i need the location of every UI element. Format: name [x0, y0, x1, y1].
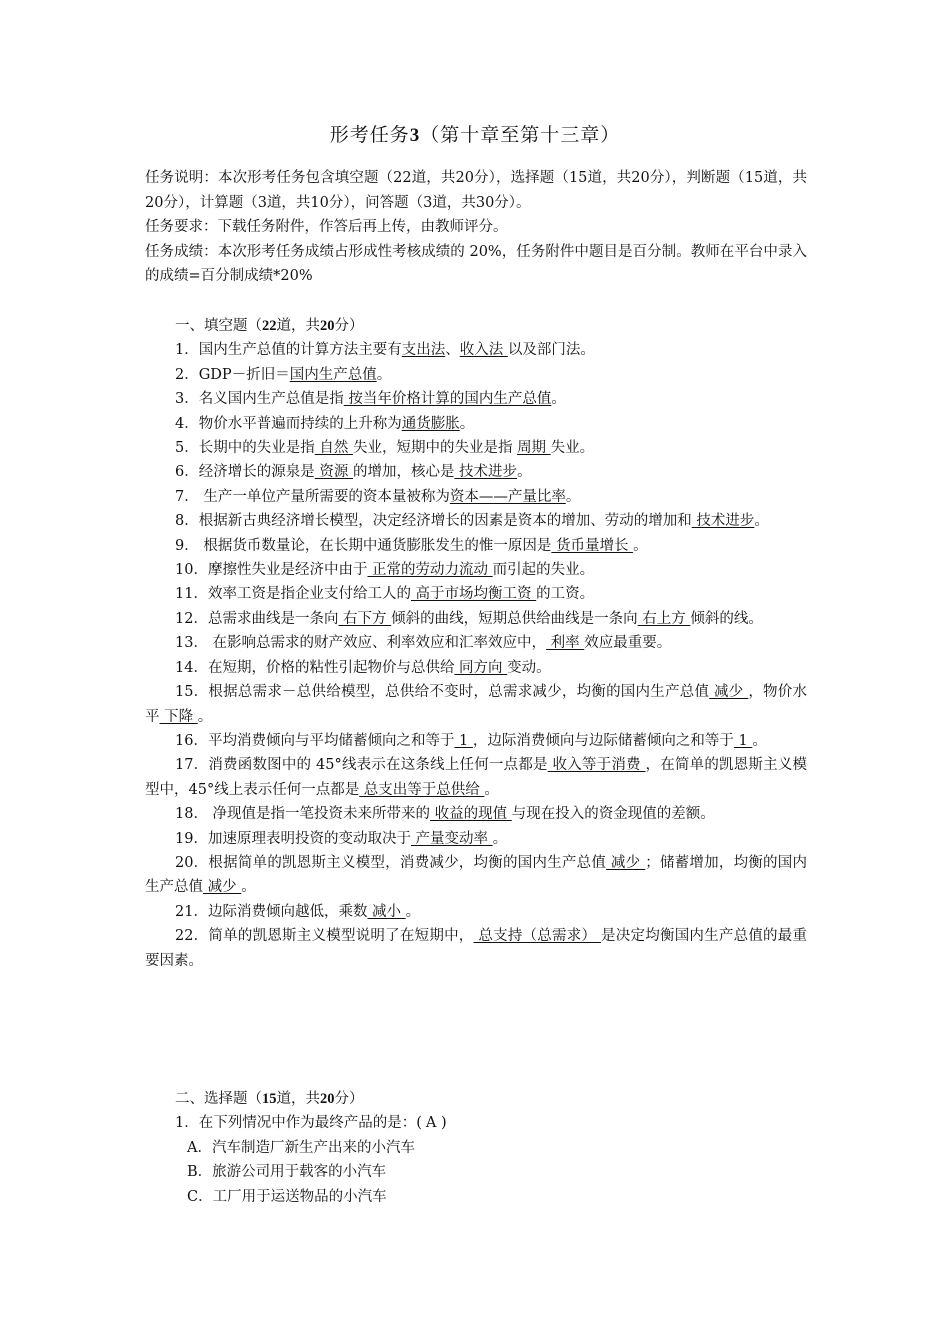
section-heading: 一、填空题（22道，共20分）: [175, 318, 364, 334]
answer-blank: 1: [733, 732, 753, 749]
page-title: 形考任务3（第十章至第十三章）: [329, 124, 621, 146]
answer-blank: 国内生产总值: [289, 366, 377, 383]
answer-blank: 收益的现值: [430, 806, 512, 823]
task-intro: [145, 166, 807, 289]
answer-blank: 周期: [517, 440, 551, 457]
answer-blank: 支出法: [401, 342, 446, 359]
option-a: A．汽车制造厂新生产出来的小汽车: [187, 1139, 415, 1156]
question-7: 7． 生产一单位产量所需要的资本量被称为资本——产量比率。: [175, 488, 581, 505]
answer-blank: 高于市场均衡工资: [410, 586, 537, 603]
option-b: B．旅游公司用于载客的小汽车: [187, 1164, 387, 1181]
answer-blank: 按当年价格计算的国内生产总值: [343, 391, 552, 408]
question-2: 2．GDP－折旧＝国内生产总值。: [175, 366, 392, 383]
question-5: 5．长期中的失业是指 自然 失业，短期中的失业是指 周期 失业。: [175, 440, 595, 457]
question-12: 12．总需求曲线是一条向 右下方 倾斜的曲线，短期总供给曲线是一条向 右上方 倾斜的线。: [175, 610, 763, 627]
question-1: 1．国内生产总值的计算方法主要有支出法、收入法 以及部门法。: [175, 342, 595, 359]
task-requirement: 任务要求：下载任务附件，作答后再上传，由教师评分。: [145, 219, 508, 235]
multiple-choice-section: [145, 1087, 807, 1209]
question-3: 3．名义国内生产总值是指 按当年价格计算的国内生产总值。: [175, 391, 566, 408]
choice-question-1: 1．在下列情况中作为最终产品的是：( A ): [175, 1115, 447, 1132]
question-9: 9． 根据货币数量论，在长期中通货膨胀发生的惟一原因是 货币量增长 。: [175, 537, 648, 554]
answer-blank: 正常的劳动力流动: [367, 562, 493, 579]
question-21: 21．边际消费倾向越低，乘数 减小 。: [175, 903, 421, 920]
question-19: 19．加速原理表明投资的变动取决于 产量变动率 。: [175, 830, 508, 847]
answer-blank: 总支持（总需求）: [473, 928, 602, 945]
answer-blank: 资源: [314, 464, 353, 481]
answer-blank: 产量变动率: [410, 830, 493, 847]
task-description: 任务说明：本次形考任务包含填空题（22道，共20分），选择题（15道，共20分），判断题（15道，共20分），计算题（3道，共10分），问答题（3道，共30分）。: [145, 170, 807, 211]
task-score: 任务成绩：本次形考任务成绩占形成性考核成绩的 20%，任务附件中题目是百分制。教师在平台中录入的成绩=百分制成绩*20%: [145, 243, 807, 284]
answer-blank: 总支出等于总供给: [359, 781, 485, 798]
answer-blank: 右下方: [338, 610, 392, 627]
fill-in-section: [145, 314, 807, 973]
answer-blank: 减少: [606, 854, 646, 871]
choice-answer: A: [425, 1115, 437, 1132]
question-17: 17．消费函数图中的 45°线表示在这条线上任何一点都是 收入等于消费 ，在简单的凯恩斯主义模型中，45°线上表示任何一点都是 总支出等于总供给 。: [145, 757, 808, 798]
question-22: 22．简单的凯恩斯主义模型说明了在短期中， 总支持（总需求） 是决定均衡国内生产总值的最重要因素。: [145, 928, 808, 969]
question-15: 15．根据总需求－总供给模型，总供给不变时，总需求减少，均衡的国内生产总值 减少 ，物价水平 下降 。: [145, 684, 808, 725]
question-14: 14．在短期，价格的粘性引起物价与总供给 同方向 变动。: [175, 659, 551, 676]
question-4: 4．物价水平普遍而持续的上升称为通货膨胀。: [175, 415, 475, 432]
answer-blank: 下降: [159, 708, 198, 725]
answer-blank: 货币量增长: [551, 537, 634, 554]
answer-blank: 通货膨胀: [401, 415, 460, 432]
question-13: 13． 在影响总需求的财产效应、利率效应和汇率效应中， 利率 效应最重要。: [175, 635, 672, 652]
answer-blank: 自然: [314, 440, 353, 457]
answer-blank: 收入等于消费: [547, 757, 646, 774]
answer-blank: 同方向: [454, 659, 508, 676]
question-16: 16．平均消费倾向与平均储蓄倾向之和等于 1 ，边际消费倾向与边际储蓄倾向之和等于 1 。: [175, 732, 767, 749]
answer-blank: 利率: [546, 635, 585, 652]
question-10: 10．摩擦性失业是经济中由于 正常的劳动力流动 而引起的失业。: [175, 562, 595, 579]
answer-blank: 资本——产量比率: [449, 488, 566, 505]
section-heading: 二、选择题（15道，共20分）: [175, 1091, 364, 1107]
answer-blank: 右上方: [637, 610, 691, 627]
answer-blank: 减小: [367, 903, 406, 920]
question-8: 8．根据新古典经济增长模型，决定经济增长的因素是资本的增加、劳动的增加和 技术进步。: [175, 513, 769, 530]
question-20: 20．根据简单的凯恩斯主义模型，消费减少，均衡的国内生产总值 减少 ；储蓄增加，均衡的国内生产总值 减少 。: [145, 854, 808, 896]
answer-blank: 减少: [709, 684, 749, 701]
question-11: 11．效率工资是指企业支付给工人的 高于市场均衡工资 的工资。: [175, 586, 595, 603]
answer-blank: 技术进步: [691, 513, 755, 530]
answer-blank: 1: [454, 732, 473, 749]
answer-blank: 技术进步: [454, 464, 518, 481]
answer-blank: 减少: [203, 879, 242, 896]
question-18: 18． 净现值是指一笔投资未来所带来的 收益的现值 与现在投入的资金现值的差额。: [175, 806, 715, 823]
answer-blank: 收入法: [459, 342, 508, 359]
option-c: C．工厂用于运送物品的小汽车: [187, 1188, 387, 1205]
question-6: 6．经济增长的源泉是 资源 的增加，核心是 技术进步。: [175, 464, 532, 481]
